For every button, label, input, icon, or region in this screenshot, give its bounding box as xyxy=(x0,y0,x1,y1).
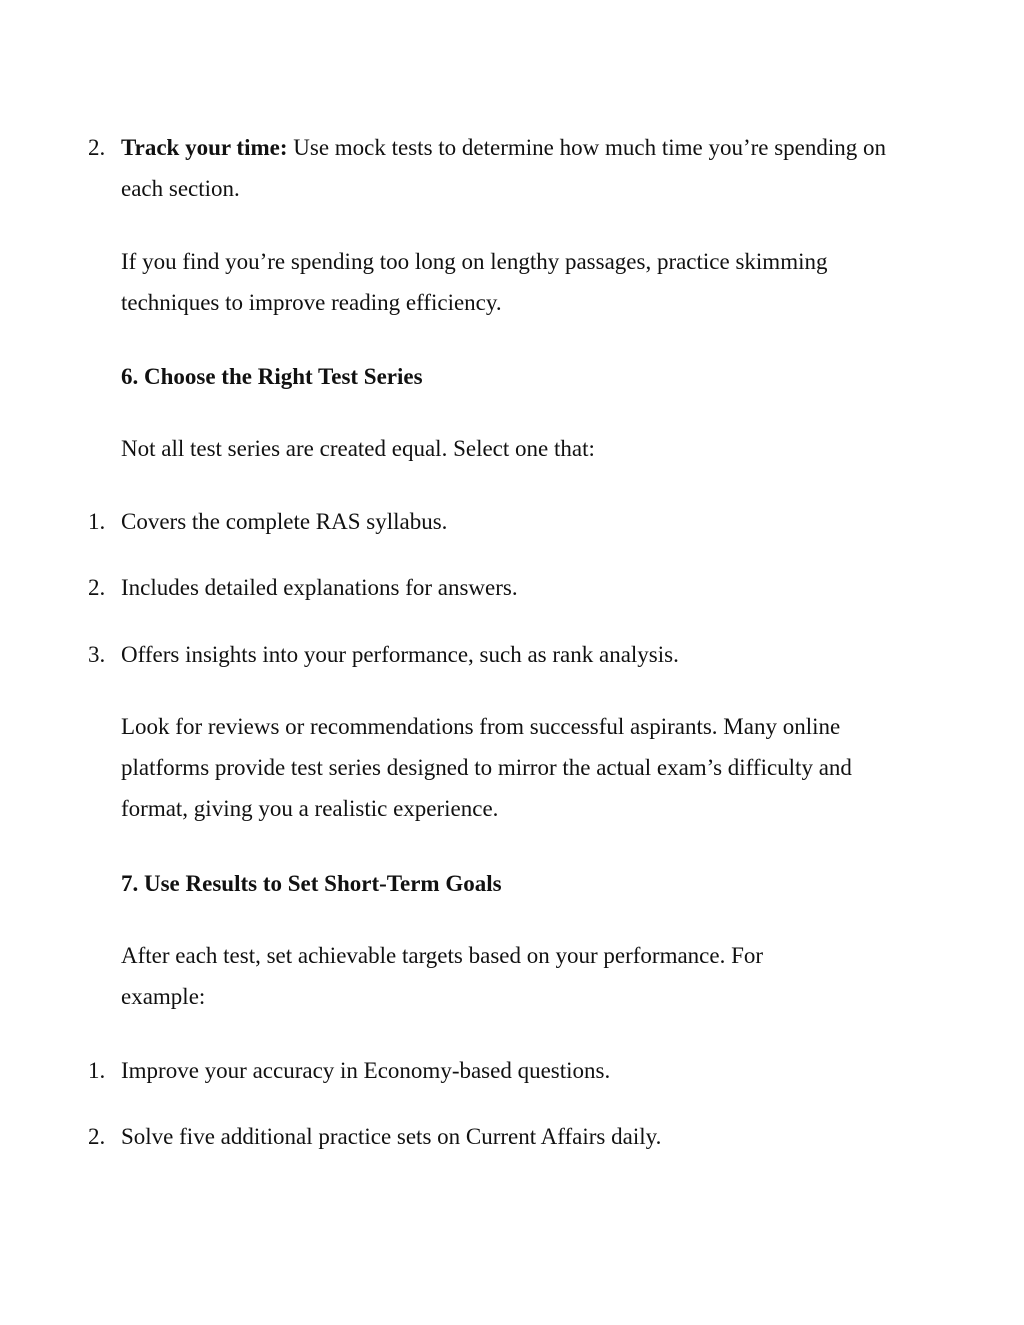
list-item: Improve your accuracy in Economy-based questions. xyxy=(121,1058,611,1083)
list-item-text: Use mock tests to determine how much time you’re spending on each section. xyxy=(121,135,887,201)
list-item-number: 2. xyxy=(88,1124,106,1149)
paragraph: After each test, set achievable targets based on your performance. For example: xyxy=(121,943,764,1009)
list-item-number: 2. xyxy=(88,575,106,600)
paragraph: If you find you’re spending too long on lengthy passages, practice skimming techniques to improve reading efficiency. xyxy=(121,249,828,315)
section-heading: 6. Choose the Right Test Series xyxy=(121,364,423,389)
list-item: Solve five additional practice sets on Current Affairs daily. xyxy=(121,1124,662,1149)
list-item-number: 3. xyxy=(88,642,106,667)
paragraph: Not all test series are created equal. Select one that: xyxy=(121,436,595,461)
list-item xyxy=(121,127,911,209)
list-item: Includes detailed explanations for answers. xyxy=(121,575,518,600)
list-item-number: 2. xyxy=(88,135,106,160)
paragraph: Look for reviews or recommendations from successful aspirants. Many online platforms provide test series designed to mirror the actual exam’s difficulty and format, giving you a realistic experience. xyxy=(121,714,852,821)
section-heading: 7. Use Results to Set Short-Term Goals xyxy=(121,871,502,896)
list-item: Offers insights into your performance, such as rank analysis. xyxy=(121,642,679,667)
list-item: Covers the complete RAS syllabus. xyxy=(121,509,448,534)
list-item-number: 1. xyxy=(88,1058,106,1083)
list-item-number: 1. xyxy=(88,509,106,534)
list-item-lead: Track your time: xyxy=(121,135,288,160)
